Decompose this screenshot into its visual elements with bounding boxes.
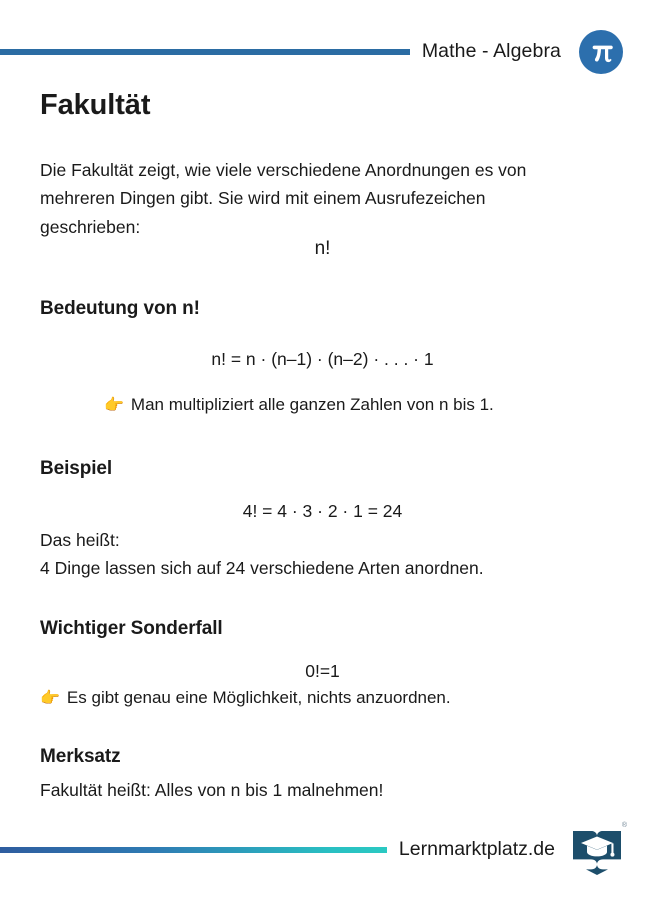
formula-bedeutung: n! = n · (n–1) · (n–2) · . . . · 1 (211, 349, 434, 369)
beispiel-line-2: 4 Dinge lassen sich auf 24 verschiedene Arten anordnen. (40, 558, 484, 579)
note-sonderfall (40, 686, 605, 711)
graduation-cap-book-icon (569, 822, 625, 878)
note-bedeutung-text: Man multipliziert alle ganzen Zahlen von n bis 1. (130, 395, 494, 414)
header-subject-label: Mathe - Algebra (421, 39, 561, 62)
beispiel-line-1: Das heißt: (40, 530, 120, 550)
pointing-right-hand-icon: 👉 (104, 397, 124, 414)
formula-beispiel: 4! = 4 · 3 · 2 · 1 = 24 (242, 501, 403, 521)
note-bedeutung (40, 393, 645, 418)
pi-symbol-icon (579, 30, 623, 74)
document-content (40, 88, 605, 800)
merksatz-text: Fakultät heißt: Alles von n bis 1 malnehmen! (40, 780, 384, 800)
intro-paragraph: Die Fakultät zeigt, wie viele verschiedene Anordnungen es von mehreren Dingen gibt. Sie wird mit einem Ausrufezeichen geschrieben: (40, 160, 527, 237)
note-sonderfall-text: Es gibt genau eine Möglichkeit, nichts anzuordnen. (66, 688, 451, 707)
footer-brand-label: Lernmarktplatz.de (398, 837, 555, 860)
page-title: Fakultät (40, 89, 151, 121)
header-divider-rule (0, 49, 410, 55)
page-header (0, 28, 645, 76)
section-heading-beispiel: Beispiel (40, 458, 113, 479)
page-footer (0, 819, 645, 881)
section-heading-bedeutung: Bedeutung von n! (40, 298, 200, 319)
formula-sonderfall: 0!=1 (305, 661, 340, 681)
intro-formula: n! (314, 238, 331, 259)
section-heading-merksatz: Merksatz (40, 746, 121, 767)
registered-trademark-mark: ® (621, 822, 627, 829)
section-heading-sonderfall: Wichtiger Sonderfall (40, 618, 223, 639)
beispiel-explanation (40, 526, 484, 583)
pointing-right-hand-icon: 👉 (40, 690, 60, 707)
footer-divider-rule (0, 847, 387, 853)
